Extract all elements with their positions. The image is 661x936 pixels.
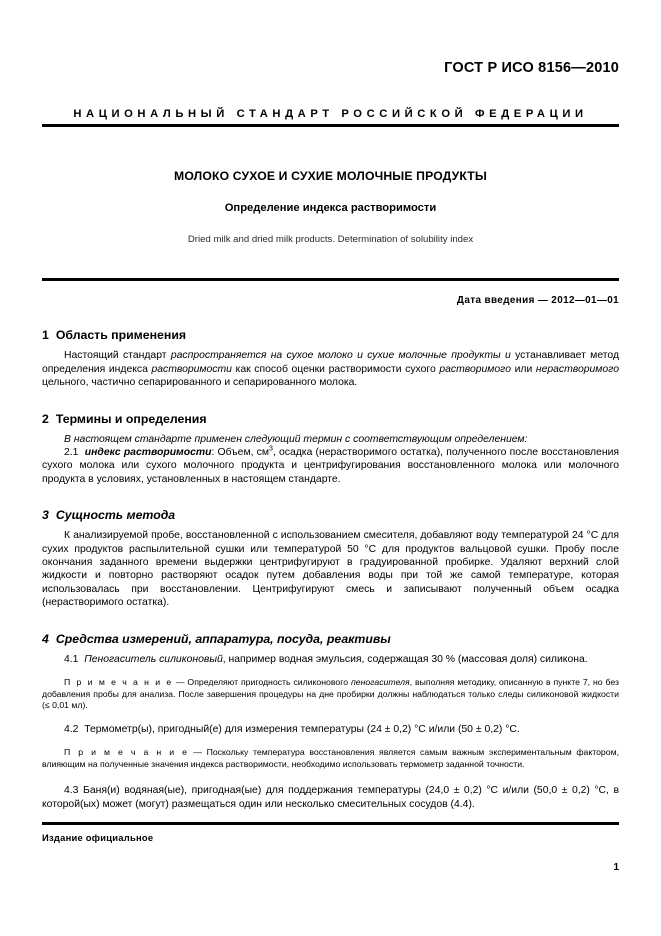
section-3-paragraph: К анализируемой пробе, восстановленной с использованием смесителя, добавляют воду температурой 24 °С для сухих продуктов распылительной сушки или температурой 50 °С для продуктов вальцовой сушки. Пробу после окончания заданного времени выдержки центрифугируют в градуированной пробирке. Удаляют верхний слой жидкости и повторно растворяют осадок путем добавления воды при той же самой температуре, которая использовалась при восстановлении. Центрифугируют смесь и записывают полученный объем осадка (нерастворимого остатка). bbox=[42, 530, 619, 609]
section-2-term-definition bbox=[42, 446, 619, 486]
s1-text-d: или bbox=[510, 363, 536, 375]
note-2-text: — Поскольку температура восстановления является самым важным экспериментальным фактором, влияющим на полученные значения индекса растворимости, необходимо использовать термометр заданной точности. bbox=[42, 747, 619, 769]
section-title-3: Сущность метода bbox=[55, 508, 176, 523]
note-1 bbox=[42, 677, 619, 712]
spacer-item-4-3 bbox=[42, 770, 619, 784]
page-content bbox=[42, 0, 619, 936]
page-number: 1 bbox=[613, 862, 619, 873]
s1-italic-2: растворимости bbox=[151, 363, 232, 375]
section-number-4: 4 bbox=[42, 631, 49, 646]
header-rule bbox=[42, 124, 619, 127]
item-4-3-number: 4.3 bbox=[64, 785, 79, 797]
item-4-1-term: Пеногаситель силиконовый bbox=[84, 653, 223, 665]
section-heading-4 bbox=[42, 632, 619, 646]
note-2-label: П р и м е ч а н и е bbox=[64, 747, 189, 758]
item-4-1 bbox=[42, 653, 619, 666]
section-title-2: Термины и определения bbox=[55, 411, 207, 426]
s2-term-name: индекс растворимости bbox=[84, 447, 212, 459]
s1-italic-4: нерастворимого bbox=[535, 363, 619, 375]
section-2-lead bbox=[42, 433, 619, 446]
section-title-4: Средства измерений, аппаратура, посуда, реактивы bbox=[55, 631, 391, 646]
introduction-date: Дата введения — 2012—01—01 bbox=[456, 295, 619, 307]
document-code: ГОСТ Р ИСО 8156—2010 bbox=[444, 60, 619, 76]
s1-italic-1: распространяется на сухое молоко и сухие молочные продукты и bbox=[170, 350, 511, 362]
s2-def-superscript: 3 bbox=[269, 445, 273, 453]
note-1-text-a: — Определяют пригодность силиконового bbox=[172, 677, 351, 688]
item-4-2-number: 4.2 bbox=[64, 723, 79, 735]
section-title-1: Область применения bbox=[55, 328, 187, 343]
title-sub: Определение индекса растворимости bbox=[224, 202, 437, 215]
spacer-note-1 bbox=[42, 666, 619, 677]
item-4-1-text: , например водная эмульсия, содержащая 30 % (массовая доля) силикона. bbox=[222, 653, 588, 665]
item-4-2 bbox=[42, 723, 619, 736]
s2-lead-italic: В настоящем стандарте применен следующий термин с соответствующим определением: bbox=[64, 433, 528, 445]
item-4-3 bbox=[42, 784, 619, 811]
s2-def-a: : Объем, см bbox=[211, 447, 269, 459]
section-heading-3 bbox=[42, 508, 619, 522]
footer-rule bbox=[42, 822, 619, 825]
s2-def-b: , осадка (нерастворимого остатка), полученного после восстановления сухого молока или сухого молочного продукта и центрифугирования восстановленного молока или молочного продукта в условиях, установленных в настоящем стандарте. bbox=[42, 447, 620, 485]
section-heading-2 bbox=[42, 412, 619, 426]
s1-text-a: Настоящий стандарт bbox=[64, 350, 171, 362]
s2-term-number: 2.1 bbox=[64, 447, 79, 459]
item-4-2-text: Термометр(ы), пригодный(е) для измерения температуры (24 ± 0,2) °С и/или (50 ± 0,2) °С. bbox=[84, 723, 520, 735]
note-1-italic: пеногасителя bbox=[350, 677, 410, 688]
section-heading-1 bbox=[42, 328, 619, 342]
title-main: МОЛОКО СУХОЕ И СУХИЕ МОЛОЧНЫЕ ПРОДУКТЫ bbox=[174, 169, 487, 184]
section-number-2: 2 bbox=[42, 411, 49, 426]
note-2 bbox=[42, 747, 619, 770]
title-english: Dried milk and dried milk products. Determination of solubility index bbox=[187, 234, 474, 246]
item-4-1-number: 4.1 bbox=[64, 653, 79, 665]
item-4-3-text: Баня(и) водяная(ые), пригодная(ые) для поддержания температуры (24,0 ± 0,2) °С и/или (50,0 ± 0,2) °С, в которой(ых) может (могут) размещаться один или несколько смесительных сосудов (4.4). bbox=[42, 785, 619, 810]
section-1-paragraph bbox=[42, 349, 619, 389]
note-1-text-b: , выполняя методику, описанную в пункте 7, но без добавления пробы для анализа. После завершения процедуры на дне пробирки должны наблюдаться только следы силиконовой жидкости (≤ 0,01 мл). bbox=[42, 677, 619, 711]
s1-text-c: как способ оценки растворимости сухого bbox=[231, 363, 440, 375]
page-footer bbox=[42, 822, 619, 843]
s1-italic-3: растворимого bbox=[439, 363, 511, 375]
spacer-note-2 bbox=[42, 736, 619, 747]
s1-text-e: цельного, частично сепарированного и сепарированного молока. bbox=[42, 377, 358, 389]
section-number-3: 3 bbox=[42, 508, 49, 523]
section-number-1: 1 bbox=[42, 328, 49, 343]
title-rule bbox=[42, 278, 619, 281]
note-1-label: П р и м е ч а н и е bbox=[64, 677, 173, 688]
official-edition-label: Издание официальное bbox=[42, 832, 154, 843]
title-rule-wrap bbox=[42, 278, 619, 281]
s1-text-b: устанавливает метод определения индекса bbox=[42, 350, 620, 375]
spacer-item-4-2 bbox=[42, 712, 619, 723]
national-standard-line: НАЦИОНАЛЬНЫЙ СТАНДАРТ РОССИЙСКОЙ ФЕДЕРАЦИИ bbox=[73, 108, 588, 121]
